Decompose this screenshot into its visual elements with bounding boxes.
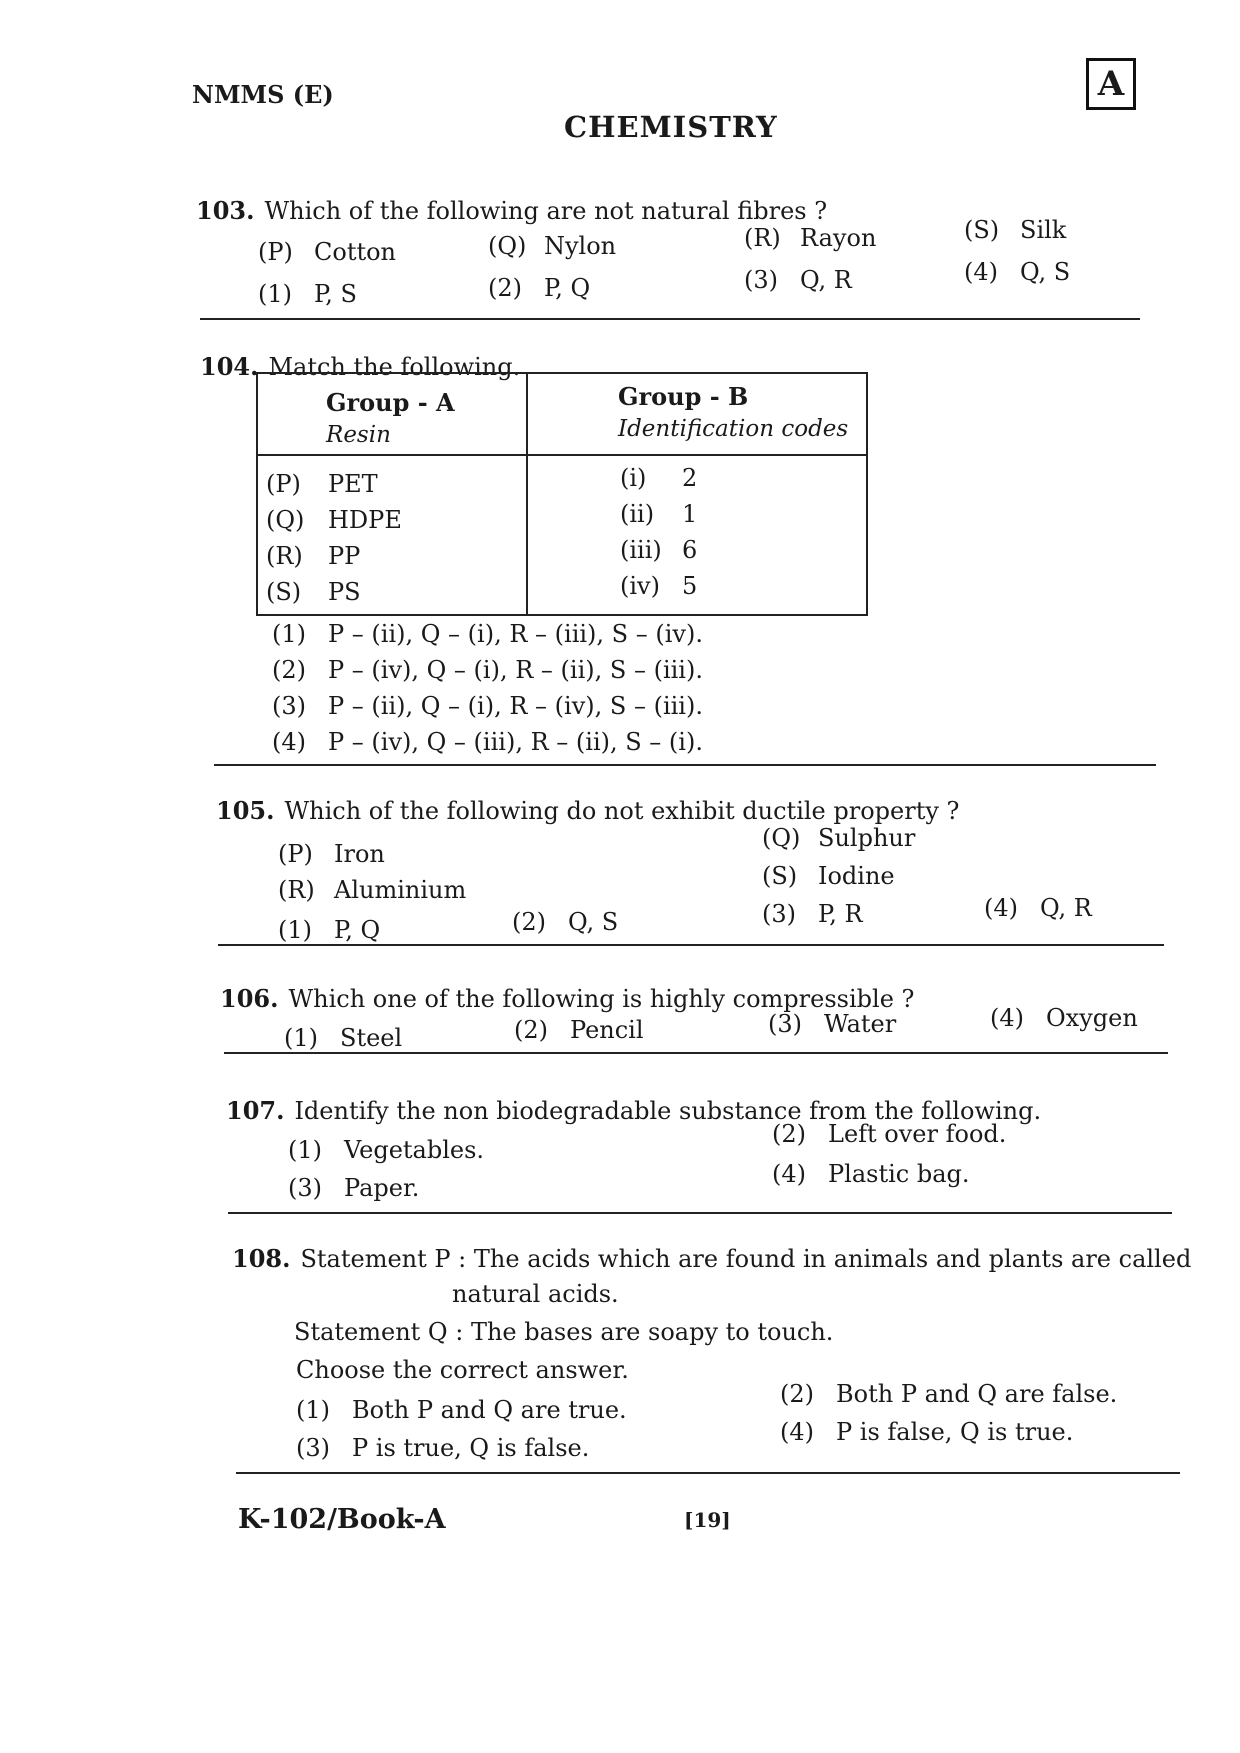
divider xyxy=(236,1472,1180,1474)
answer-option[interactable]: (4) Q, R xyxy=(984,894,1092,922)
table-row: (P) PET xyxy=(266,470,378,498)
table-row: (iii) 6 xyxy=(620,536,698,564)
table-divider xyxy=(258,454,866,456)
match-table xyxy=(256,372,868,616)
list-item: (P) Cotton xyxy=(258,238,397,266)
statement-p-label: Statement P : xyxy=(300,1245,467,1273)
answer-option[interactable]: (3) Paper. xyxy=(288,1174,420,1202)
list-item: (Q) Nylon xyxy=(488,232,617,260)
question-text: Match the following. xyxy=(268,353,521,381)
page-title: CHEMISTRY xyxy=(564,110,778,144)
booklet-code: K-102/Book-A xyxy=(238,1504,446,1535)
table-row: (S) PS xyxy=(266,578,361,606)
answer-option[interactable]: (2) Left over food. xyxy=(772,1120,1007,1148)
answer-option[interactable]: (4) Plastic bag. xyxy=(772,1160,970,1188)
answer-option[interactable]: (2) Q, S xyxy=(512,908,619,936)
group-a-subheader: Resin xyxy=(326,422,391,448)
answer-option[interactable]: (1) P, Q xyxy=(278,916,381,944)
group-b-subheader: Identification codes xyxy=(618,416,849,442)
question-text: Which of the following do not exhibit ductile property ? xyxy=(284,797,960,825)
answer-option[interactable]: (1) Both P and Q are true. xyxy=(296,1396,627,1424)
divider xyxy=(200,318,1140,320)
answer-option[interactable]: (4) Q, S xyxy=(964,258,1071,286)
instruction: Choose the correct answer. xyxy=(296,1356,629,1384)
list-item: (S) Iodine xyxy=(762,862,895,890)
table-row: (Q) HDPE xyxy=(266,506,402,534)
answer-option[interactable]: (3) P, R xyxy=(762,900,863,928)
question-103 xyxy=(196,196,827,225)
question-text: Identify the non biodegradable substance from the following. xyxy=(294,1097,1042,1125)
question-106 xyxy=(220,984,914,1013)
group-b-header: Group - B xyxy=(618,382,749,411)
question-text: Which one of the following is highly compressible ? xyxy=(288,985,915,1013)
table-row: (R) PP xyxy=(266,542,361,570)
answer-option[interactable]: (2) Pencil xyxy=(514,1016,644,1044)
answer-option[interactable]: (2) P, Q xyxy=(488,274,591,302)
question-number: 108. xyxy=(232,1244,291,1273)
list-item: (Q) Sulphur xyxy=(762,824,916,852)
question-105 xyxy=(216,796,959,825)
answer-option[interactable]: (1) Vegetables. xyxy=(288,1136,485,1164)
question-number: 106. xyxy=(220,984,279,1013)
answer-option[interactable]: (2) P – (iv), Q – (i), R – (ii), S – (iii). xyxy=(272,656,703,684)
table-row: (ii) 1 xyxy=(620,500,698,528)
question-number: 105. xyxy=(216,796,275,825)
list-item: (P) Iron xyxy=(278,840,385,868)
statement-p-text: The acids which are found in animals and plants are called xyxy=(473,1245,1192,1273)
answer-option[interactable]: (2) Both P and Q are false. xyxy=(780,1380,1118,1408)
divider xyxy=(224,1052,1168,1054)
table-divider xyxy=(526,374,528,614)
answer-option[interactable]: (3) P is true, Q is false. xyxy=(296,1434,590,1462)
answer-option[interactable]: (1) P – (ii), Q – (i), R – (iii), S – (iv). xyxy=(272,620,703,648)
answer-option[interactable]: (3) P – (ii), Q – (i), R – (iv), S – (iii). xyxy=(272,692,703,720)
list-item: (S) Silk xyxy=(964,216,1067,244)
divider xyxy=(218,944,1164,946)
table-row: (i) 2 xyxy=(620,464,698,492)
answer-option[interactable]: (4) P is false, Q is true. xyxy=(780,1418,1074,1446)
answer-option[interactable]: (4) Oxygen xyxy=(990,1004,1138,1032)
group-a-header: Group - A xyxy=(326,388,455,417)
list-item: (R) Rayon xyxy=(744,224,877,252)
question-number: 104. xyxy=(200,352,259,381)
set-box: A xyxy=(1086,58,1136,110)
divider xyxy=(228,1212,1172,1214)
divider xyxy=(214,764,1156,766)
question-108 xyxy=(232,1244,1191,1273)
question-text: Which of the following are not natural fibres ? xyxy=(264,197,828,225)
statement-q: Statement Q : The bases are soapy to touch. xyxy=(294,1318,834,1346)
answer-option[interactable]: (1) Steel xyxy=(284,1024,403,1052)
table-row: (iv) 5 xyxy=(620,572,698,600)
answer-option[interactable]: (4) P – (iv), Q – (iii), R – (ii), S – (i). xyxy=(272,728,703,756)
answer-option[interactable]: (3) Q, R xyxy=(744,266,852,294)
exam-code: NMMS (E) xyxy=(192,80,334,109)
question-number: 107. xyxy=(226,1096,285,1125)
answer-option[interactable]: (1) P, S xyxy=(258,280,357,308)
answer-option[interactable]: (3) Water xyxy=(768,1010,897,1038)
page-number: [19] xyxy=(684,1508,731,1532)
list-item: (R) Aluminium xyxy=(278,876,467,904)
statement-p-continuation: natural acids. xyxy=(452,1280,619,1308)
question-number: 103. xyxy=(196,196,255,225)
